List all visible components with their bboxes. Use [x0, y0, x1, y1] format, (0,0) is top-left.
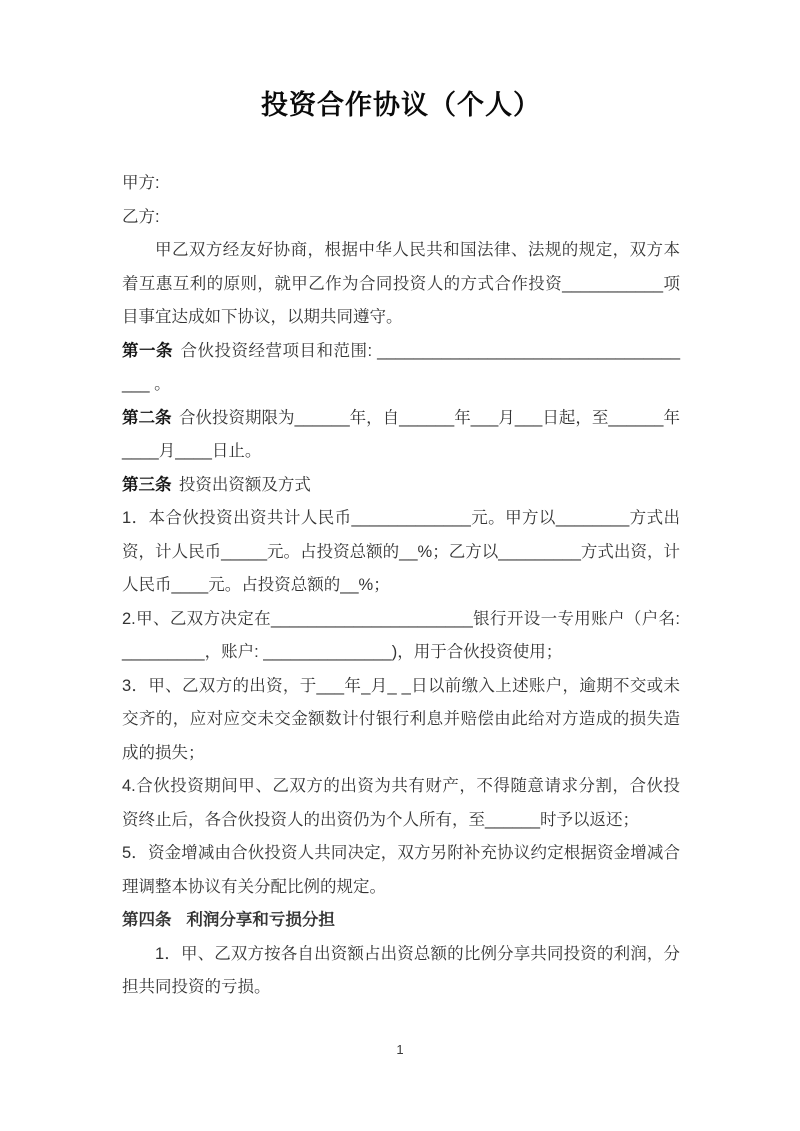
page-number: 1 [396, 1042, 404, 1057]
clause-1-label: 第一条 [122, 341, 174, 360]
clause-3-item-1: 1．本合伙投资出资共计人民币_____________元。甲方以________方式出资，计人民币_____元。占投资总额的__%；乙方以_________方式出资，计人民币____元。占投资总额的__%； [122, 509, 680, 595]
clause-3-item-2: 2.甲、乙双方决定在______________________银行开设一专用账户（户名: _________，账户: ______________)，用于合伙投资使用； [122, 609, 680, 662]
party-b-label: 乙方: [122, 207, 160, 226]
clause-3-item-4: 4.合伙投资期间甲、乙双方的出资为共有财产，不得随意请求分割，合伙投资终止后，各合伙投资人的出资仍为个人所有，至______时予以返还； [122, 777, 680, 829]
clause-3 [122, 469, 680, 503]
clause-4-heading [122, 904, 680, 938]
clause-2-label: 第二条 [122, 408, 172, 427]
clause-3-item-3: 3．甲、乙双方的出资，于___年_月_ _日以前缴入上述账户，逾期不交或未交齐的，应对应交未交金额数计付银行利息并赔偿由此给对方造成的损失造成的损失； [122, 676, 680, 762]
preamble-paragraph: 甲乙双方经友好协商，根据中华人民共和国法律、法规的规定，双方本着互惠互利的原则，就甲乙作为合同投资人的方式合作投资___________项目事宜达成如下协议，以期共同遵守。 [122, 241, 680, 327]
clause-1 [122, 335, 680, 402]
clause-4-label: 第四条 [122, 911, 172, 930]
document-title: 投资合作协议（个人） [261, 90, 541, 120]
clause-2 [122, 402, 680, 469]
clause-1-text: 合伙投资经营项目和范围: ____________________________________ 。 [122, 341, 680, 394]
clause-2-text: 合伙投资期限为______年，自______年___月___日起，至______年____月____日止。 [122, 408, 680, 461]
clause-3-item-5: 5．资金增减由合伙投资人共同决定，双方另附补充协议约定根据资金增减合理调整本协议有关分配比例的规定。 [122, 844, 680, 896]
clause-4-title: 利润分享和亏损分担 [186, 911, 335, 930]
party-a-label: 甲方: [122, 174, 160, 193]
clause-3-text: 投资出资额及方式 [178, 475, 311, 494]
clause-4-item-1: 1．甲、乙双方按各自出资额占出资总额的比例分享共同投资的利润，分担共同投资的亏损。 [122, 944, 680, 997]
clause-3-label: 第三条 [122, 475, 172, 494]
